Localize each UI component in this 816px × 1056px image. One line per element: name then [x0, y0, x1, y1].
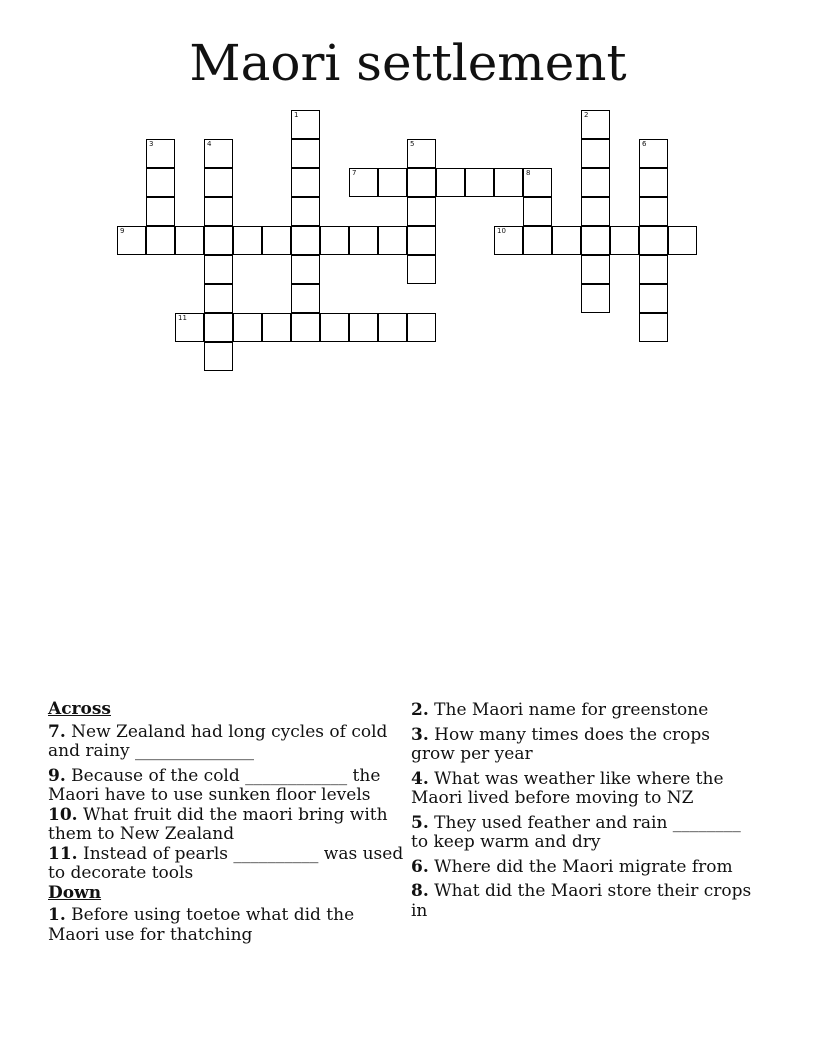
grid-cell[interactable] [378, 313, 407, 342]
grid-cell[interactable] [204, 168, 233, 197]
grid-cell[interactable] [581, 226, 610, 255]
clues-left-column [48, 700, 408, 945]
grid-cell[interactable] [581, 139, 610, 168]
page-title: Maori settlement [189, 34, 627, 92]
grid-cell[interactable] [349, 226, 378, 255]
grid-cell[interactable] [523, 197, 552, 226]
clue-number: 3. [411, 724, 429, 745]
grid-cell[interactable] [204, 313, 233, 342]
grid-cell[interactable] [204, 197, 233, 226]
clue-text: The Maori name for greenstone [428, 700, 709, 720]
grid-cell[interactable] [262, 226, 291, 255]
clue-down-5 [411, 814, 756, 853]
grid-cell[interactable] [581, 168, 610, 197]
clues-right-column [411, 700, 756, 921]
clue-number-label: 9 [120, 227, 125, 235]
grid-cell[interactable] [233, 313, 262, 342]
grid-cell[interactable] [204, 226, 233, 255]
grid-cell[interactable] [291, 313, 320, 342]
grid-cell[interactable] [668, 226, 697, 255]
grid-cell[interactable] [581, 255, 610, 284]
clue-number-label: 8 [526, 169, 531, 177]
grid-cell[interactable] [262, 313, 291, 342]
grid-cell[interactable] [146, 139, 175, 168]
grid-cell[interactable] [581, 284, 610, 313]
grid-cell[interactable] [407, 197, 436, 226]
clue-number: 7. [48, 721, 66, 742]
grid-cell[interactable] [291, 168, 320, 197]
grid-cell[interactable] [378, 168, 407, 197]
grid-cell[interactable] [204, 255, 233, 284]
clue-number: 5. [411, 812, 429, 833]
grid-cell[interactable] [407, 313, 436, 342]
clue-across-7 [48, 723, 408, 762]
clue-number-label: 11 [178, 314, 187, 322]
clue-text: What did the Maori store their crops in [411, 881, 752, 921]
clue-text: Instead of pearls __________ was used to decorate tools [48, 843, 404, 883]
clue-across-11 [48, 845, 408, 884]
grid-cell[interactable] [436, 168, 465, 197]
clue-number-label: 2 [584, 111, 589, 119]
grid-cell[interactable] [117, 226, 146, 255]
grid-cell[interactable] [204, 284, 233, 313]
clue-number: 6. [411, 856, 429, 877]
clue-across-9 [48, 767, 408, 806]
grid-cell[interactable] [378, 226, 407, 255]
down-heading: Down [48, 882, 102, 903]
grid-cell[interactable] [407, 226, 436, 255]
grid-cell[interactable] [320, 313, 349, 342]
grid-cell[interactable] [639, 226, 668, 255]
grid-cell[interactable] [291, 110, 320, 139]
clue-text: What fruit did the maori bring with them to New Zealand [48, 804, 388, 844]
clue-number-label: 1 [294, 111, 299, 119]
grid-cell[interactable] [610, 226, 639, 255]
grid-cell[interactable] [204, 139, 233, 168]
clue-text: Where did the Maori migrate from [428, 856, 733, 877]
grid-cell[interactable] [523, 168, 552, 197]
grid-cell[interactable] [349, 168, 378, 197]
grid-cell[interactable] [146, 226, 175, 255]
grid-cell[interactable] [291, 255, 320, 284]
clue-number-label: 10 [497, 227, 506, 235]
clue-text: They used feather and rain ________ to keep warm and dry [411, 812, 741, 852]
clue-text: Before using toetoe what did the Maori use for thatching [48, 905, 355, 945]
grid-cell[interactable] [175, 226, 204, 255]
grid-cell[interactable] [581, 197, 610, 226]
grid-cell[interactable] [639, 284, 668, 313]
clue-text: What was weather like where the Maori lived before moving to NZ [411, 768, 724, 808]
across-heading: Across [48, 699, 111, 719]
clue-number: 9. [48, 765, 66, 786]
grid-cell[interactable] [639, 197, 668, 226]
clue-down-1 [48, 906, 408, 945]
clue-down-6 [411, 858, 756, 878]
clue-number: 1. [48, 905, 66, 925]
clue-number: 10. [48, 804, 78, 825]
grid-cell[interactable] [407, 255, 436, 284]
clue-down-3 [411, 726, 756, 765]
clue-number-label: 4 [207, 140, 212, 148]
grid-cell[interactable] [639, 139, 668, 168]
grid-cell[interactable] [291, 197, 320, 226]
grid-cell[interactable] [291, 139, 320, 168]
grid-cell[interactable] [349, 313, 378, 342]
grid-cell[interactable] [146, 168, 175, 197]
clue-number: 4. [411, 768, 429, 789]
crossword-grid [0, 0, 816, 400]
grid-cell[interactable] [639, 168, 668, 197]
clue-number-label: 7 [352, 169, 357, 177]
clue-down-4 [411, 770, 756, 809]
clue-number: 8. [411, 881, 429, 901]
grid-cell[interactable] [581, 110, 610, 139]
grid-cell[interactable] [639, 313, 668, 342]
clue-across-10 [48, 806, 408, 845]
clue-number-label: 6 [642, 140, 647, 148]
clue-number: 2. [411, 700, 429, 720]
clue-text: How many times does the crops grow per year [411, 724, 710, 764]
grid-cell[interactable] [146, 197, 175, 226]
grid-cell[interactable] [639, 255, 668, 284]
grid-cell[interactable] [523, 226, 552, 255]
clue-number: 11. [48, 843, 78, 864]
grid-cell[interactable] [291, 284, 320, 313]
grid-cell[interactable] [320, 226, 349, 255]
clue-text: New Zealand had long cycles of cold and rainy ______________ [48, 721, 388, 761]
clue-number-label: 3 [149, 140, 154, 148]
grid-cell[interactable] [407, 139, 436, 168]
grid-cell[interactable] [552, 226, 581, 255]
clue-down-2 [411, 701, 756, 721]
grid-cell[interactable] [233, 226, 262, 255]
grid-cell[interactable] [175, 313, 204, 342]
grid-cell[interactable] [407, 168, 436, 197]
grid-cell[interactable] [291, 226, 320, 255]
grid-cell[interactable] [494, 168, 523, 197]
clue-down-8 [411, 882, 756, 921]
grid-cell[interactable] [465, 168, 494, 197]
clue-text: Because of the cold ____________ the Maori have to use sunken floor levels [48, 765, 381, 805]
grid-cell[interactable] [494, 226, 523, 255]
grid-cell[interactable] [204, 342, 233, 371]
clue-number-label: 5 [410, 140, 415, 148]
